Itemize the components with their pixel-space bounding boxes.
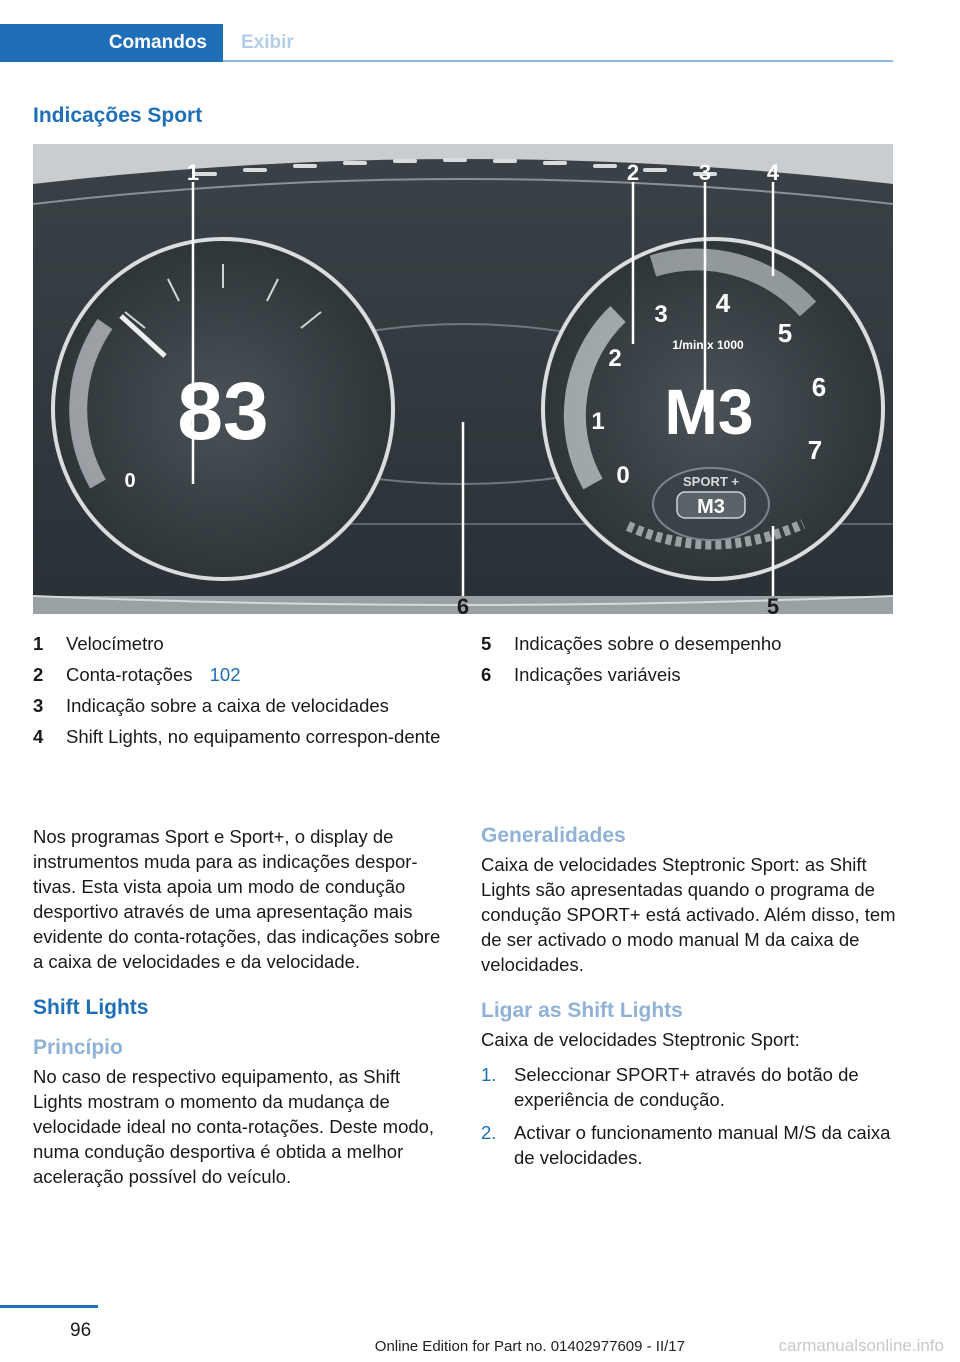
legend-text: Shift Lights, no equipamento correspon‐dente — [66, 726, 441, 747]
shift-lights-heading: Shift Lights — [33, 996, 149, 1019]
principle-heading: Princípio — [33, 1036, 123, 1059]
callout-5: 5 — [766, 594, 780, 614]
right-column — [481, 824, 896, 1178]
footer-rule — [0, 1305, 98, 1308]
legend-item — [33, 725, 448, 749]
speed-readout: 83 — [177, 366, 269, 457]
mode-label: SPORT + — [683, 474, 739, 489]
general-heading: Generalidades — [481, 824, 626, 847]
step-item — [481, 1120, 896, 1170]
chapter-tabs — [0, 24, 893, 62]
legend-item — [481, 663, 896, 687]
enable-heading: Ligar as Shift Lights — [481, 999, 683, 1022]
legend-text: Indicação sobre a caixa de velocidades — [66, 695, 389, 716]
general-paragraph: Caixa de velocidades Steptronic Sport: as Shift Lights são apresentadas quando o programa de condução SPORT+ está activado. Além disso, tem de ser activado o modo manual M da caixa de velocidades. — [481, 854, 896, 975]
step-number: 2. — [481, 1122, 497, 1143]
callout-1: 1 — [186, 160, 200, 185]
principle-paragraph: No caso de respectivo equipamento, as Shift Lights mostram o momento da mudança de velocidade ideal no conta-rotações. Deste modo, numa condução desportiva é obtida a melhor aceleração possível do veículo. — [33, 1066, 435, 1187]
tab-underline — [223, 60, 893, 62]
rpm-tick-6: 6 — [811, 372, 827, 402]
legend-text: Velocímetro — [66, 633, 164, 654]
legend-item — [33, 632, 448, 656]
callout-2: 2 — [626, 160, 640, 185]
legend-number: 4 — [33, 726, 44, 747]
page-number: 96 — [70, 1320, 92, 1341]
callout-4: 4 — [766, 160, 780, 185]
rpm-tick-5: 5 — [777, 318, 793, 348]
edition-note: Online Edition for Part no. 01402977609 - II/17 — [374, 1338, 685, 1355]
callout-3: 3 — [698, 160, 712, 185]
section-title: Indicações Sport — [33, 104, 203, 127]
legend-text: Indicações sobre o desempenho — [514, 633, 782, 654]
left-column — [33, 824, 448, 1211]
tab-exibir[interactable]: Exibir — [241, 32, 294, 53]
watermark: carmanualsonline.info — [778, 1336, 944, 1355]
legend-left — [33, 632, 448, 756]
legend-number: 3 — [33, 695, 44, 716]
instrument-cluster-figure — [33, 144, 893, 614]
enable-steps-list — [481, 1062, 896, 1170]
intro-paragraph: Nos programas Sport e Sport+, o display de instrumentos muda para as indicações despor‐tivas. Esta vista apoia um modo de condução desportivo através de uma apresentação mais evidente do conta-rotações, das indicações sobre a caixa de velocidades e da velocidade. — [33, 826, 441, 972]
callout-6: 6 — [456, 594, 470, 614]
rpm-tick-2: 2 — [608, 345, 622, 372]
legend-number: 5 — [481, 633, 492, 654]
rpm-tick-1: 1 — [591, 408, 605, 435]
legend-text: Indicações variáveis — [514, 664, 681, 685]
legend-item — [481, 632, 896, 656]
speed-zero-label: 0 — [124, 470, 136, 492]
legend-number: 2 — [33, 664, 44, 685]
legend-number: 1 — [33, 633, 44, 654]
mode-gear: M3 — [697, 496, 725, 518]
legend-item — [33, 663, 448, 687]
gear-readout: M3 — [664, 376, 754, 448]
rpm-tick-3: 3 — [654, 301, 668, 328]
step-text: Seleccionar SPORT+ através do botão de experiência de condução. — [514, 1064, 859, 1110]
step-text: Activar o funcionamento manual M/S da caixa de velocidades. — [514, 1122, 891, 1168]
rpm-tick-7: 7 — [807, 435, 823, 465]
enable-intro: Caixa de velocidades Steptronic Sport: — [481, 1029, 800, 1050]
legend-number: 6 — [481, 664, 492, 685]
rpm-tick-4: 4 — [715, 288, 731, 318]
rpm-tick-0: 0 — [616, 462, 630, 489]
legend-text: Conta-rotações — [66, 664, 193, 685]
step-number: 1. — [481, 1064, 497, 1085]
legend-right — [481, 632, 896, 694]
legend-item — [33, 694, 448, 718]
page-reference-link[interactable]: 102 — [209, 664, 241, 685]
tab-comandos[interactable]: Comandos — [0, 24, 223, 62]
step-item — [481, 1062, 896, 1112]
rpm-unit-label: 1/min x 1000 — [672, 338, 744, 352]
